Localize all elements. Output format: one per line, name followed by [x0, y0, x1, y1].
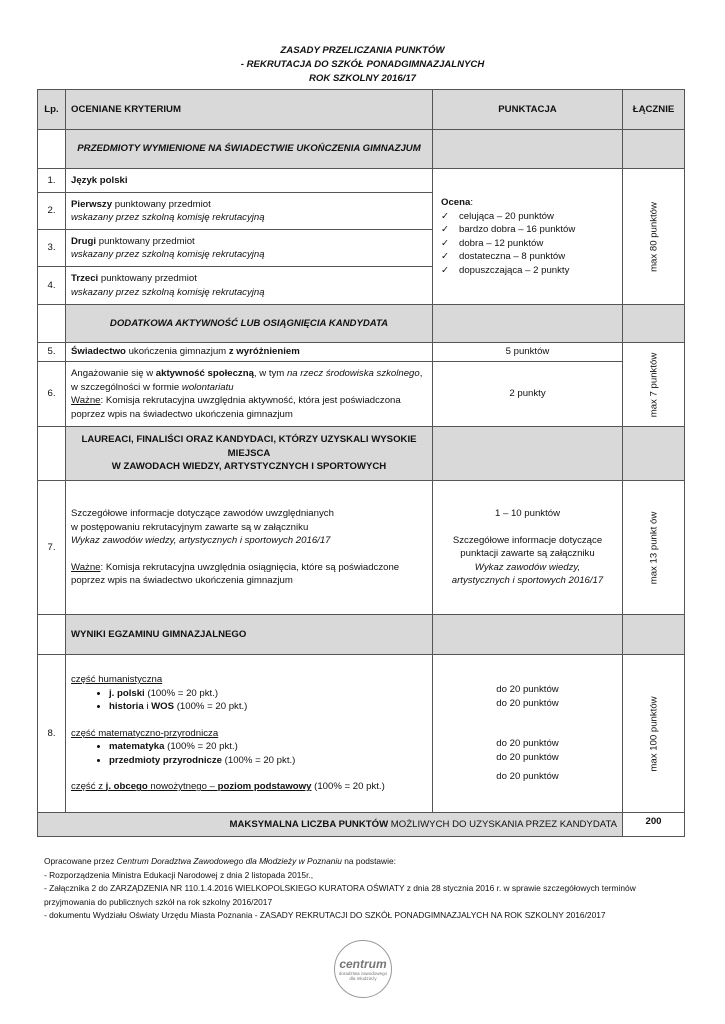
table-row	[38, 362, 685, 427]
row-number: 1.	[38, 169, 66, 193]
row-number: 3.	[38, 230, 66, 267]
criterion-cell: Szczegółowe informacje dotyczące zawodów uwzględnianych w postępowaniu rekrutacyjnym zawarte są w załączniku Wykaz zawodów wiedzy, artystycznych i sportowych 2016/17 Ważne: Komisja rekrutacyjna uwzględnia osiągnięcia, które są poświadczone poprzez wpis na świadectwo ukończenia gimnazjum	[66, 481, 433, 615]
col-criterion: OCENIANE KRYTERIUM	[66, 90, 433, 130]
section-header-row	[38, 615, 685, 655]
list-item: ✓ bardzo dobra – 16 punktów	[441, 223, 617, 237]
criterion-cell: Świadectwo ukończenia gimnazjum z wyróżnieniem	[66, 343, 433, 362]
section-header-row	[38, 305, 685, 343]
max-points-label: max 7 punktów	[647, 352, 659, 417]
section-2-title: DODATKOWA AKTYWNOŚĆ LUB OSIĄGNIĘCIA KANDYDATA	[66, 305, 433, 343]
points-cell: 2 punkty	[433, 362, 623, 427]
table-row	[38, 655, 685, 813]
row-number: 2.	[38, 193, 66, 230]
list-item: • matematyka (100% = 20 pkt.)	[109, 740, 427, 754]
logo-name: centrum	[339, 957, 387, 971]
list-item: • j. polski (100% = 20 pkt.)	[109, 687, 427, 701]
table-row	[38, 343, 685, 362]
humanities-list	[71, 687, 427, 714]
row-number: 6.	[38, 362, 66, 427]
table-row	[38, 481, 685, 615]
row-number: 4.	[38, 267, 66, 305]
title-line-1: ZASADY PRZELICZANIA PUNKTÓW	[280, 45, 445, 56]
max-points-cell	[623, 343, 685, 427]
row-number: 8.	[38, 655, 66, 813]
footer-source-2: - Załącznika 2 do ZARZĄDZENIA NR 110.1.4.2016 WIELKOPOLSKIEGO KURATORA OŚWIATY z dnia 28 stycznia 2016 r. w sprawie szczegółowych terminów przyjmowania do publicznych szkół na rok szkolny 2016/2017	[44, 883, 636, 907]
criterion-cell: Język polski	[66, 169, 433, 193]
document-title	[0, 44, 725, 86]
criterion-cell: Trzeci punktowany przedmiot wskazany przez szkolną komisję rekrutacyjną	[66, 267, 433, 305]
points-table	[37, 89, 685, 837]
summary-row	[38, 813, 685, 837]
section-3-title: LAUREACI, FINALIŚCI ORAZ KANDYDACI, KTÓRZY UZYSKALI WYSOKIE MIEJSCA W ZAWODACH WIEDZY, ARTYSTYCZNYCH I SPORTOWYCH	[66, 427, 433, 481]
row-number: 5.	[38, 343, 66, 362]
max-points-label: max 100 punktów	[647, 695, 659, 772]
list-item: ✓ dobra – 12 punktów	[441, 237, 617, 251]
section-header-row	[38, 130, 685, 169]
list-item: ✓ dostateczna – 8 punktów	[441, 250, 617, 264]
list-item: ✓ dopuszczająca – 2 punkty	[441, 264, 617, 278]
criterion-cell: Drugi punktowany przedmiot wskazany przez szkolną komisję rekrutacyjną	[66, 230, 433, 267]
col-total: ŁĄCZNIE	[623, 90, 685, 130]
footer-intro: Opracowane przez Centrum Doradztwa Zawodowego dla Młodzieży w Poznaniu na podstawie:	[44, 856, 396, 866]
centrum-logo: centrum doradztwa zawodowego dla młodzieży	[334, 940, 392, 998]
col-lp: Lp.	[38, 90, 66, 130]
footer-source-1: - Rozporządzenia Ministra Edukacji Narodowej z dnia 2 listopada 2015r.,	[44, 869, 314, 880]
grade-list	[441, 210, 617, 278]
max-points-cell	[623, 481, 685, 615]
grade-scale-cell: Ocena: ✓ celująca – 20 punktów ✓ bardzo dobra – 16 punktów ✓ dobra – 12 punktów ✓ dostateczna – 8 punktów ✓ dopuszczająca – 2 punkty	[433, 169, 623, 305]
summary-label: MAKSYMALNA LICZBA PUNKTÓW MOŻLIWYCH DO UZYSKANIA PRZEZ KANDYDATA	[38, 813, 623, 837]
row-number: 7.	[38, 481, 66, 615]
section-header-row	[38, 427, 685, 481]
max-points-label: max 80 punktów	[647, 201, 659, 272]
list-item: • historia i WOS (100% = 20 pkt.)	[109, 700, 427, 714]
points-cell: 1 – 10 punktów Szczegółowe informacje dotyczące punktacji zawarte są załączniku Wykaz zawodów wiedzy, artystycznych i sportowych 2016/17	[433, 481, 623, 615]
max-points-label: max 13 punkt ów	[647, 511, 659, 584]
title-line-2: - REKRUTACJA DO SZKÓŁ PONADGIMNAZJALNYCH	[240, 59, 485, 70]
list-item: • przedmioty przyrodnicze (100% = 20 pkt.)	[109, 754, 427, 768]
table-row	[38, 169, 685, 193]
footer-source-3: - dokumentu Wydziału Oświaty Urzędu Miasta Poznania - ZASADY REKRUTACJI DO SZKÓŁ PONADGIMNAZJALYCH NA ROK SZKOLNY 2016/2017	[44, 910, 606, 921]
math-science-list	[71, 740, 427, 767]
grade-label: Ocena	[441, 197, 471, 208]
title-line-3: ROK SZKOLNY 2016/17	[309, 73, 416, 84]
criterion-cell: Pierwszy punktowany przedmiot wskazany przez szkolną komisję rekrutacyjną	[66, 193, 433, 230]
section-4-title: WYNIKI EGZAMINU GIMNAZJALNEGO	[66, 615, 433, 655]
max-points-cell	[623, 169, 685, 305]
criterion-cell: Angażowanie się w aktywność społeczną, w tym na rzecz środowiska szkolnego, w szczególności w formie wolontariatu Ważne: Komisja rekrutacyjna uwzględnia aktywność, która jest poświadczona poprzez wpis na świadectwo ukończenia gimnazjum	[66, 362, 433, 427]
points-cell: do 20 punktów do 20 punktów do 20 punktów do 20 punktów do 20 punktów	[433, 655, 623, 813]
criterion-cell: część humanistyczna • j. polski (100% = 20 pkt.) • historia i WOS (100% = 20 pkt.) część matematyczno-przyrodnicza • matematyka (100% = 20 pkt.) • przedmioty przyrodnicze (100% = 20 pkt.) część z j. obcego nowożytnego – poziom podstawowy (100% = 20 pkt.)	[66, 655, 433, 813]
summary-total: 200	[623, 813, 685, 837]
col-points: PUNKTACJA	[433, 90, 623, 130]
list-item: ✓ celująca – 20 punktów	[441, 210, 617, 224]
points-cell: 5 punktów	[433, 343, 623, 362]
max-points-cell	[623, 655, 685, 813]
table-header-row	[38, 90, 685, 130]
section-1-title: PRZEDMIOTY WYMIENIONE NA ŚWIADECTWIE UKOŃCZENIA GIMNAZJUM	[66, 130, 433, 169]
footer-notes	[44, 855, 684, 923]
